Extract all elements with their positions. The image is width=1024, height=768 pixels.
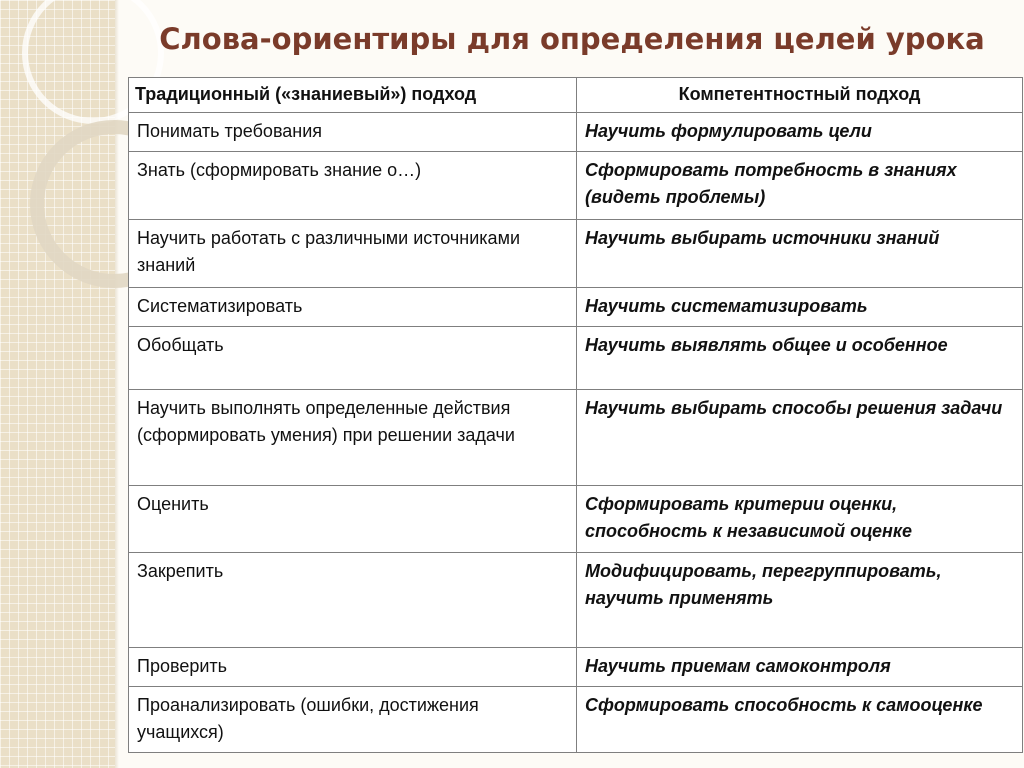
traditional-cell: Проверить [129,648,577,687]
table-row [129,327,1023,390]
table-header-row [129,78,1023,113]
traditional-cell: Знать (сформировать знание о…) [129,152,577,220]
comparison-table [128,77,1023,753]
competence-cell: Научить формулировать цели [577,113,1023,152]
table-row [129,220,1023,288]
traditional-cell: Научить выполнять определенные действия (сформировать умения) при решении задачи [129,390,577,486]
competence-cell: Научить выявлять общее и особенное [577,327,1023,390]
table-row [129,288,1023,327]
competence-cell: Сформировать критерии оценки, способность к независимой оценке [577,486,1023,553]
traditional-cell: Оценить [129,486,577,553]
table-row [129,553,1023,648]
competence-cell: Сформировать потребность в знаниях (видеть проблемы) [577,152,1023,220]
header-traditional-approach: Традиционный («знаниевый») подход [129,78,577,113]
slide-title: Слова-ориентиры для определения целей урока [159,22,985,56]
competence-cell: Научить систематизировать [577,288,1023,327]
traditional-cell: Научить работать с различными источниками знаний [129,220,577,288]
traditional-cell: Проанализировать (ошибки, достижения учащихся) [129,687,577,753]
header-competence-approach: Компетентностный подход [577,78,1023,113]
table-row [129,687,1023,753]
competence-cell: Научить выбирать источники знаний [577,220,1023,288]
competence-cell: Научить выбирать способы решения задачи [577,390,1023,486]
table-row [129,152,1023,220]
comparison-table-container [128,77,1022,753]
traditional-cell: Закрепить [129,553,577,648]
table-row [129,486,1023,553]
table-row [129,113,1023,152]
traditional-cell: Систематизировать [129,288,577,327]
table-row [129,648,1023,687]
table-row [129,390,1023,486]
traditional-cell: Понимать требования [129,113,577,152]
traditional-cell: Обобщать [129,327,577,390]
competence-cell: Научить приемам самоконтроля [577,648,1023,687]
competence-cell: Сформировать способность к самооценке [577,687,1023,753]
competence-cell: Модифицировать, перегруппировать, научить применять [577,553,1023,648]
